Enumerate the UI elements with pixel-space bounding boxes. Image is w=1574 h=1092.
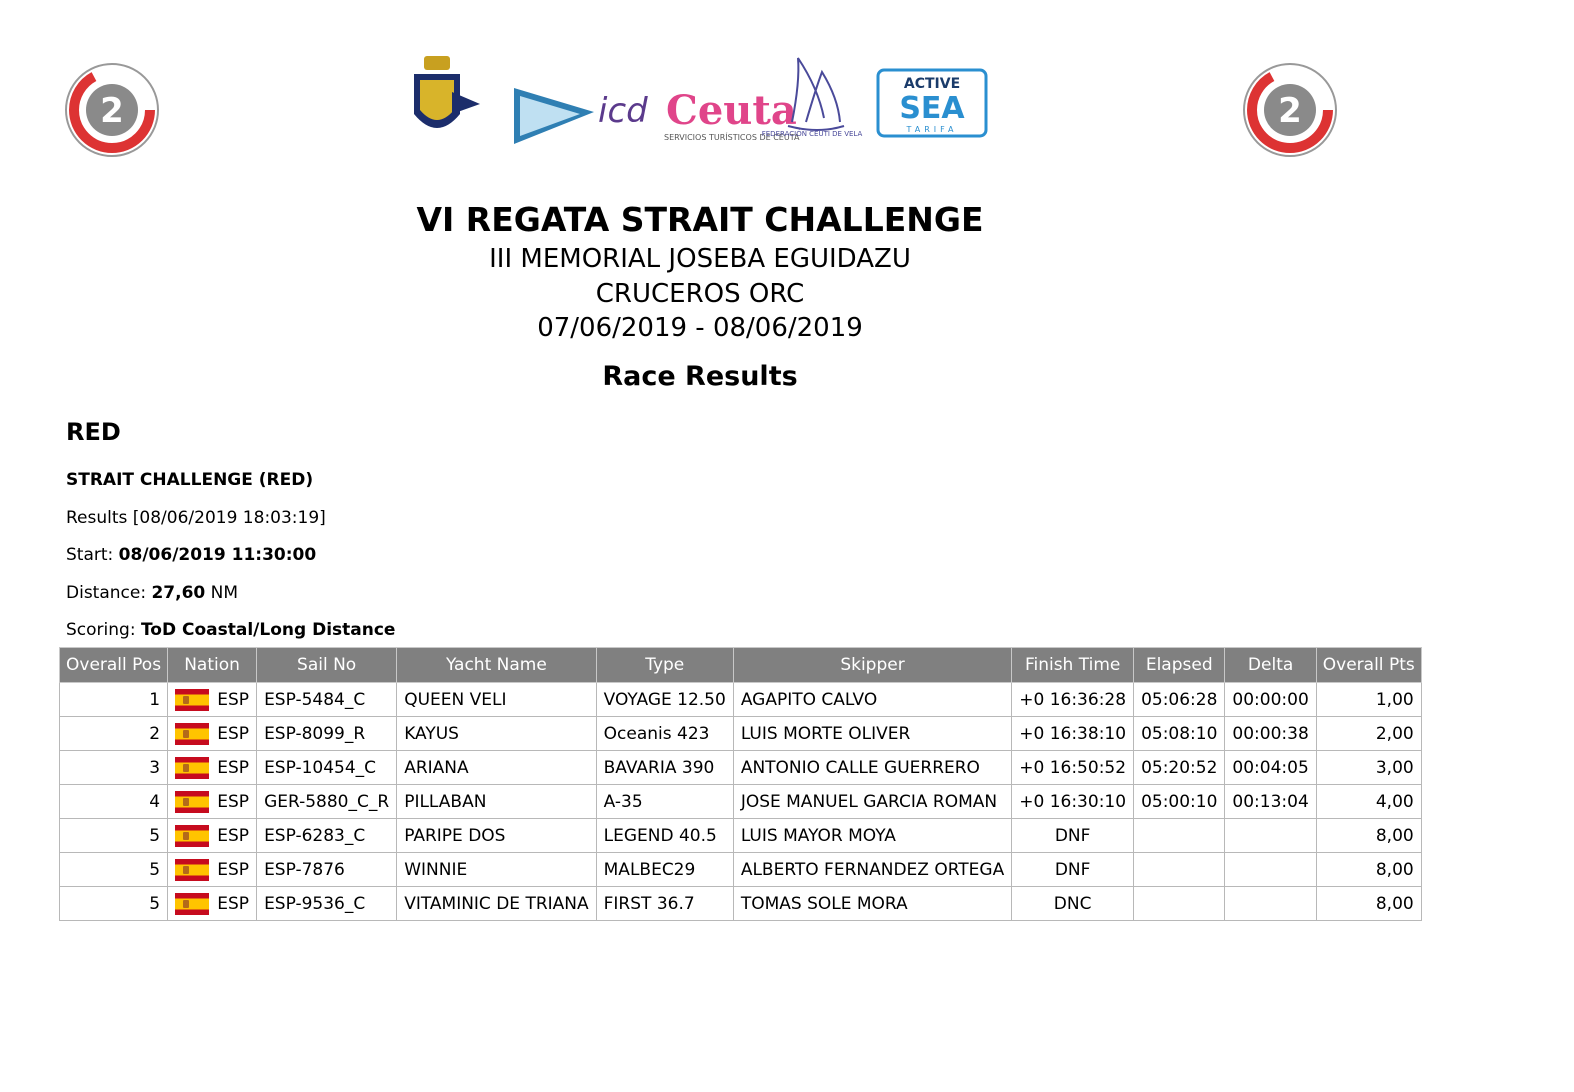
spain-flag-icon: [175, 689, 209, 711]
club-crest-logo: [414, 56, 480, 128]
cell-elapsed: 05:20:52: [1134, 751, 1225, 785]
cell-type: Oceanis 423: [596, 717, 733, 751]
col-type: Type: [596, 648, 733, 683]
results-table: [59, 647, 1422, 921]
cell-elapsed: 05:00:10: [1134, 785, 1225, 819]
event-dates: 07/06/2019 - 08/06/2019: [537, 313, 863, 343]
start-label: Start:: [66, 545, 114, 565]
ceuta-subtitle: SERVICIOS TURÍSTICOS DE CEUTA: [664, 133, 800, 142]
cell-type: MALBEC29: [596, 853, 733, 887]
cell-pos: 4: [60, 785, 168, 819]
cell-pos: 2: [60, 717, 168, 751]
col-overall-pts: Overall Pts: [1316, 648, 1421, 683]
cell-sail: ESP-5484_C: [257, 683, 397, 717]
ceuta-text: Ceuta: [666, 87, 797, 134]
cell-sail: ESP-10454_C: [257, 751, 397, 785]
distance-unit: NM: [210, 583, 239, 603]
cell-yacht: PILLABAN: [397, 785, 596, 819]
cell-pts: 4,00: [1316, 785, 1421, 819]
cell-delta: 00:04:05: [1225, 751, 1316, 785]
icd-logo: [598, 91, 648, 131]
cell-finish: +0 16:50:52: [1012, 751, 1134, 785]
table-row: [60, 819, 1422, 853]
cell-pts: 1,00: [1316, 683, 1421, 717]
nation-code: ESP: [217, 757, 250, 778]
cell-sail: ESP-9536_C: [257, 887, 397, 921]
cell-finish: +0 16:36:28: [1012, 683, 1134, 717]
cell-pos: 5: [60, 819, 168, 853]
nation-code: ESP: [217, 689, 250, 710]
cell-skipper: ALBERTO FERNANDEZ ORTEGA: [733, 853, 1011, 887]
cell-delta: 00:00:38: [1225, 717, 1316, 751]
table-row: [60, 785, 1422, 819]
cell-sail: ESP-6283_C: [257, 819, 397, 853]
active-text: ACTIVE: [903, 76, 961, 92]
cell-elapsed: [1134, 853, 1225, 887]
section-title: Race Results: [602, 361, 798, 392]
class-subtitle: CRUCEROS ORC: [595, 279, 805, 309]
cell-pos: 1: [60, 683, 168, 717]
cell-pts: 3,00: [1316, 751, 1421, 785]
cell-finish: DNF: [1012, 819, 1134, 853]
cell-nation: [168, 853, 257, 887]
cell-yacht: ARIANA: [397, 751, 596, 785]
col-nation: Nation: [168, 648, 257, 683]
nation-code: ESP: [217, 723, 250, 744]
cell-delta: 00:00:00: [1225, 683, 1316, 717]
badge-number-right: 2: [1278, 91, 1302, 131]
cell-pts: 8,00: [1316, 819, 1421, 853]
cell-pts: 2,00: [1316, 717, 1421, 751]
table-header-row: [60, 648, 1422, 683]
col-sail-no: Sail No: [257, 648, 397, 683]
cell-elapsed: 05:06:28: [1134, 683, 1225, 717]
cell-type: FIRST 36.7: [596, 887, 733, 921]
badge-number: 2: [100, 91, 124, 131]
col-elapsed: Elapsed: [1134, 648, 1225, 683]
col-yacht-name: Yacht Name: [397, 648, 596, 683]
spain-flag-icon: [175, 859, 209, 881]
cell-type: BAVARIA 390: [596, 751, 733, 785]
active-sea-logo: [878, 70, 986, 136]
cell-sail: ESP-7876: [257, 853, 397, 887]
cell-finish: +0 16:38:10: [1012, 717, 1134, 751]
cell-delta: [1225, 819, 1316, 853]
cell-type: A-35: [596, 785, 733, 819]
strait-challenge-logo-right: [1242, 62, 1338, 158]
scoring-value: ToD Coastal/Long Distance: [140, 620, 396, 640]
cell-skipper: LUIS MORTE OLIVER: [733, 717, 1011, 751]
cell-skipper: ANTONIO CALLE GUERRERO: [733, 751, 1011, 785]
cell-nation: [168, 819, 257, 853]
cell-delta: 00:13:04: [1225, 785, 1316, 819]
results-timestamp: Results [08/06/2019 18:03:19]: [66, 508, 326, 528]
cell-finish: +0 16:30:10: [1012, 785, 1134, 819]
distance-info: [66, 583, 238, 603]
pennant-logo: [514, 88, 594, 144]
cell-delta: [1225, 853, 1316, 887]
cell-yacht: QUEEN VELI: [397, 683, 596, 717]
cell-elapsed: [1134, 887, 1225, 921]
cell-pos: 5: [60, 887, 168, 921]
cell-sail: GER-5880_C_R: [257, 785, 397, 819]
tarifa-text: TARIFA: [906, 125, 958, 134]
strait-challenge-logo-left: [64, 62, 160, 158]
cell-finish: DNF: [1012, 853, 1134, 887]
spain-flag-icon: [175, 893, 209, 915]
cell-yacht: PARIPE DOS: [397, 819, 596, 853]
cell-pos: 5: [60, 853, 168, 887]
spain-flag-icon: [175, 757, 209, 779]
nation-code: ESP: [217, 825, 250, 846]
cell-sail: ESP-8099_R: [257, 717, 397, 751]
col-delta: Delta: [1225, 648, 1316, 683]
spain-flag-icon: [175, 723, 209, 745]
table-row: [60, 683, 1422, 717]
nation-code: ESP: [217, 791, 250, 812]
cell-nation: [168, 785, 257, 819]
cell-delta: [1225, 887, 1316, 921]
cell-elapsed: [1134, 819, 1225, 853]
cell-nation: [168, 887, 257, 921]
cell-type: VOYAGE 12.50: [596, 683, 733, 717]
table-row: [60, 751, 1422, 785]
scoring-label: Scoring:: [66, 620, 136, 640]
memorial-subtitle: III MEMORIAL JOSEBA EGUIDAZU: [489, 244, 911, 274]
cell-finish: DNC: [1012, 887, 1134, 921]
col-finish-time: Finish Time: [1012, 648, 1134, 683]
table-row: [60, 887, 1422, 921]
table-row: [60, 717, 1422, 751]
fleet-name: RED: [66, 418, 121, 446]
svg-text:icd: icd: [598, 91, 648, 131]
sponsor-logos: [408, 52, 998, 152]
cell-pos: 3: [60, 751, 168, 785]
cell-skipper: TOMAS SOLE MORA: [733, 887, 1011, 921]
cell-pts: 8,00: [1316, 887, 1421, 921]
spain-flag-icon: [175, 791, 209, 813]
start-info: [66, 545, 316, 565]
cell-nation: [168, 717, 257, 751]
col-overall-pos: Overall Pos: [60, 648, 168, 683]
cell-skipper: LUIS MAYOR MOYA: [733, 819, 1011, 853]
distance-value: 27,60: [151, 583, 206, 603]
cell-yacht: WINNIE: [397, 853, 596, 887]
federacion-text: FEDERACIÓN CEUTÍ DE VELA: [761, 130, 863, 138]
col-skipper: Skipper: [733, 648, 1011, 683]
cell-nation: [168, 751, 257, 785]
cell-skipper: AGAPITO CALVO: [733, 683, 1011, 717]
cell-pts: 8,00: [1316, 853, 1421, 887]
nation-code: ESP: [217, 859, 250, 880]
cell-yacht: VITAMINIC DE TRIANA: [397, 887, 596, 921]
cell-elapsed: 05:08:10: [1134, 717, 1225, 751]
table-row: [60, 853, 1422, 887]
sea-text: SEA: [899, 91, 965, 126]
nation-code: ESP: [217, 893, 250, 914]
cell-nation: [168, 683, 257, 717]
start-value: 08/06/2019 11:30:00: [118, 545, 317, 565]
cell-yacht: KAYUS: [397, 717, 596, 751]
cell-type: LEGEND 40.5: [596, 819, 733, 853]
regatta-title: VI REGATA STRAIT CHALLENGE: [416, 200, 984, 239]
cell-skipper: JOSE MANUEL GARCIA ROMAN: [733, 785, 1011, 819]
distance-label: Distance:: [66, 583, 147, 603]
group-name: STRAIT CHALLENGE (RED): [66, 470, 314, 490]
spain-flag-icon: [175, 825, 209, 847]
scoring-info: [66, 620, 395, 640]
